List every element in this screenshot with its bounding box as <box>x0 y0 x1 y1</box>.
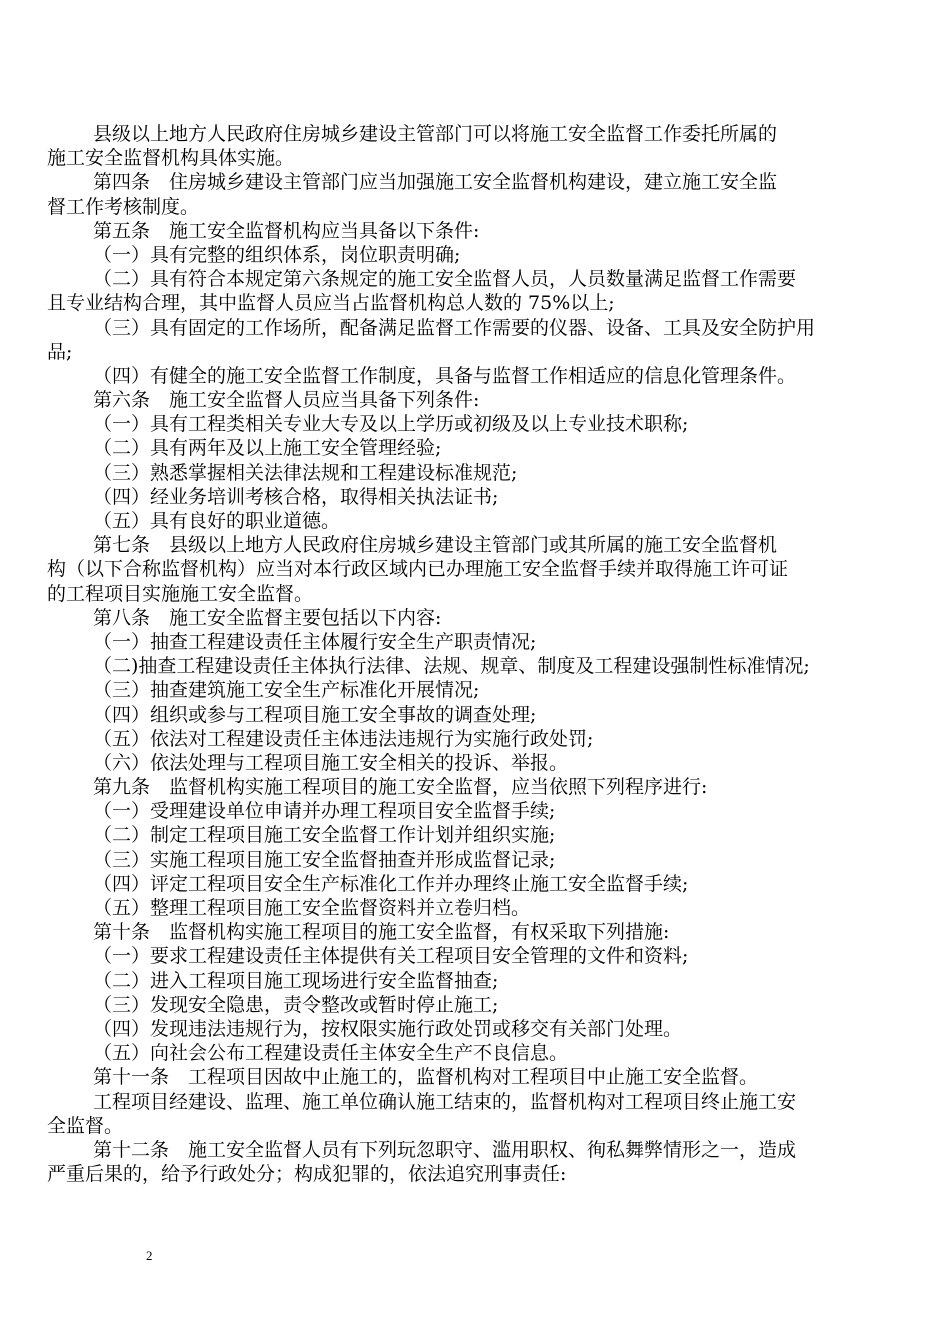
text-line: 第四条 住房城乡建设主管部门应当加强施工安全监督机构建设，建立施工安全监 <box>93 171 778 194</box>
text-line: 督工作考核制度。 <box>47 195 200 218</box>
text-line: 品; <box>47 340 73 363</box>
text-line: 县级以上地方人民政府住房城乡建设主管部门可以将施工安全监督工作委托所属的 <box>93 123 778 145</box>
text-line: （四）评定工程项目安全生产标准化工作并办理终止施工安全监督手续; <box>93 872 689 895</box>
text-line: 严重后果的，给予行政处分；构成犯罪的，依法追究刑事责任: <box>47 1163 567 1186</box>
text-line: （五）具有良好的职业道德。 <box>93 510 341 532</box>
document-body <box>47 122 907 1186</box>
text-line: （二）具有符合本规定第六条规定的施工安全监督人员，人员数量满足监督工作需要 <box>93 268 797 291</box>
text-line: 第七条 县级以上地方人民政府住房城乡建设主管部门或其所属的施工安全监督机 <box>93 534 778 557</box>
text-line: 第九条 监督机构实施工程项目的施工安全监督，应当依照下列程序进行: <box>93 776 708 799</box>
text-line: 第十二条 施工安全监督人员有下列玩忽职守、滥用职权、徇私舞弊情形之一，造成 <box>93 1138 797 1161</box>
page-number: 2 <box>146 1248 153 1263</box>
text-line: 的工程项目实施施工安全监督。 <box>47 582 314 605</box>
text-line: （二）具有两年及以上施工安全管理经验; <box>93 437 442 460</box>
text-line: 全监督。 <box>47 1114 124 1137</box>
text-line: （一）要求工程建设责任主体提供有关工程项目安全管理的文件和资料; <box>93 945 689 968</box>
text-line: （一）受理建设单位申请并办理工程项目安全监督手续; <box>93 800 556 823</box>
text-line: （三）实施工程项目施工安全监督抽查并形成监督记录; <box>93 848 556 871</box>
text-line: 第十一条 工程项目因故中止施工的，监督机构对工程项目中止施工安全监督。 <box>93 1066 759 1089</box>
text-line: （一）具有工程类相关专业大专及以上学历或初级及以上专业技术职称; <box>93 413 689 436</box>
text-line: （六）依法处理与工程项目施工安全相关的投诉、举报。 <box>93 751 569 774</box>
text-line: （五）整理工程项目施工安全监督资料并立卷归档。 <box>93 897 531 919</box>
text-line: （一）抽查工程建设责任主体履行安全生产职责情况; <box>93 630 537 653</box>
text-line: （二)抽查工程建设责任主体执行法律、法规、规章、制度及工程建设强制性标准情况; <box>93 655 810 678</box>
text-line: （五）向社会公布工程建设责任主体安全生产不良信息。 <box>93 1042 569 1065</box>
text-line: （五）依法对工程建设责任主体违法违规行为实施行政处罚; <box>93 727 594 750</box>
text-line: 工程项目经建设、监理、施工单位确认施工结束的，监督机构对工程项目终止施工安 <box>93 1090 797 1113</box>
text-line: （三）发现安全隐患，责令整改或暂时停止施工; <box>93 993 499 1016</box>
text-line: （四）有健全的施工安全监督工作制度，具备与监督工作相适应的信息化管理条件。 <box>93 364 797 387</box>
text-line: 第六条 施工安全监督人员应当具备下列条件: <box>93 389 480 412</box>
text-line: （四）经业务培训考核合格，取得相关执法证书; <box>93 485 499 508</box>
text-line: 第五条 施工安全监督机构应当具备以下条件: <box>93 219 480 242</box>
text-line: 且专业结构合理，其中监督人员应当占监督机构总人数的 75%以上; <box>47 292 615 315</box>
text-line: （三）熟悉掌握相关法律法规和工程建设标准规范; <box>93 461 518 484</box>
text-line: 构（以下合称监督机构）应当对本行政区域内已办理施工安全监督手续并取得施工许可证 <box>47 558 789 581</box>
text-line: 第八条 施工安全监督主要包括以下内容: <box>93 606 442 629</box>
text-line: （一）具有完整的组织体系，岗位职责明确; <box>93 243 461 266</box>
text-line: 施工安全监督机构具体实施。 <box>47 147 295 170</box>
text-line: （二）制定工程项目施工安全监督工作计划并组织实施; <box>93 824 556 847</box>
text-line: （三）抽查建筑施工安全生产标准化开展情况; <box>93 679 480 702</box>
text-line: （三）具有固定的工作场所，配备满足监督工作需要的仪器、设备、工具及安全防护用 <box>93 316 816 339</box>
text-line: （二）进入工程项目施工现场进行安全监督抽查; <box>93 969 499 992</box>
text-line: 第十条 监督机构实施工程项目的施工安全监督，有权采取下列措施: <box>93 921 670 944</box>
text-line: （四）发现违法违规行为，按权限实施行政处罚或移交有关部门处理。 <box>93 1017 683 1040</box>
text-line: （四）组织或参与工程项目施工安全事故的调查处理; <box>93 703 537 726</box>
